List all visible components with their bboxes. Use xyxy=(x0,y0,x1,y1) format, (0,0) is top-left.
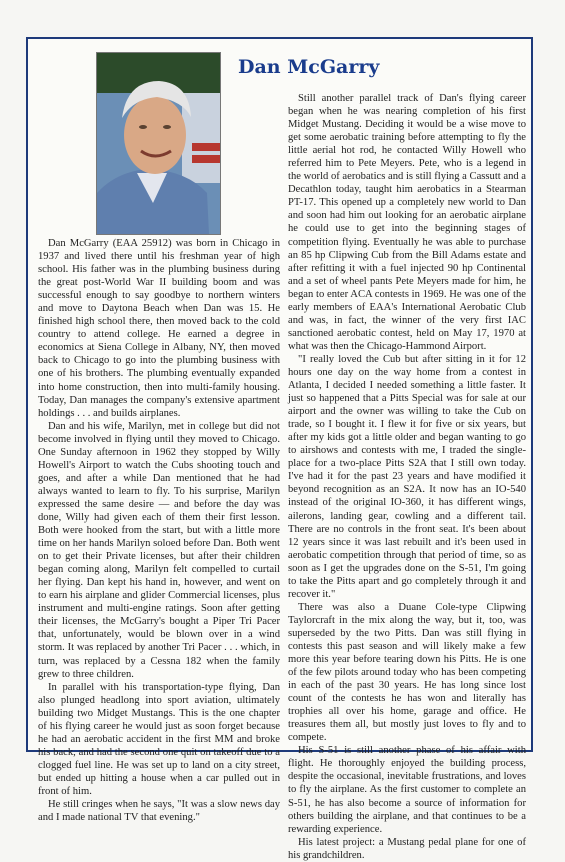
right-column xyxy=(288,92,526,862)
left-paragraph-3: In parallel with his transportation-type flying, Dan also plunged headlong into sport aviation, ultimately building two Midget Mustangs. This is the one chapter of his flying career he would just as soon forget because he had an aerobatic accident in the first MM and broke his back, and had the second one quit on takeoff due to a clogged fuel line. He was set up to land on a city street, but ended up hitting a house when a car pulled out in front of him. xyxy=(38,681,280,797)
right-paragraph-2: "I really loved the Cub but after sitting in it for 12 hours one day on the way home from a contest in Atlanta, I decided I needed something a little faster. It just so happened that a Pitts Special was for sale at our airport and the owner was willing to take the Cub on trade, so I bought it. I flew it for five or six years, but after my kids got a little older and began wanting to go to airshows and contests with me, I traded the single-place for a two-place Pitts S2A that I still own today. I've had it for the past 23 years and have modified it beyond recognition as an S2A. It now has an IO-540 instead of the original IO-360, it has different wings, ailerons, landing gear, cowling and a different tail. There are no controls in the front seat. It's been about 12 years since it was last rebuilt and it's been used in aerobatic competition through that period of time, so as soon as I get the upgrades done on the S-51, I'm going to take the Pitts apart and go completely through it and recover it." xyxy=(288,353,526,600)
left-column xyxy=(38,237,280,824)
article-frame xyxy=(26,37,533,861)
left-paragraph-1: Dan McGarry (EAA 25912) was born in Chicago in 1937 and lived there until his freshman year of high school. His father was in the plumbing business during the great post-World War II building boom and was successful enough to say goodbye to northern winters and move to Daytona Beach when Dan was 15. He finished high school there, then moved back to the cold country to attend college. He earned a degree in economics at Siena College in Albany, NY, then moved back to Chicago to go into the plumbing business with one of his brothers. The plumbing eventually expanded into home construction, then into multi-family housing. Today, Dan manages the company's extensive apartment holdings . . . and builds airplanes. xyxy=(38,238,280,419)
left-paragraph-4: He still cringes when he says, "It was a slow news day and I made national TV that evening." xyxy=(38,799,280,824)
right-paragraph-1: Still another parallel track of Dan's flying career began when he was nearing completion of his first Midget Mustang. Deciding it would be a wise move to get some aerobatic training before attempting to fly the little aerial hot rod, he contacted Willy Howell who referred him to Pete Meyers. Pete, who is a legend in the world of aerobatics and is still flying a Cassutt and a Decathlon today, taught him aerobatics in a Stearman PT-17. This opened up a completely new world to Dan and soon had him out looking for an aerobatic airplane he could use to get into the beginning stages of competition flying. Eventually he was able to purchase an 85 hp Clipwing Cub from the Bill Adams estate and after refitting it with a fuel injected 90 hp Continental and a set of wheel pants Pete Meyers made for him, he began to enter ACA contests in 1969. He was one of the early members of EAA's International Aerobatic Club and was, in fact, the winner of the very first IAC sanctioned aerobatic contest, held on May 17, 1970 at what was then the Chicago-Hammond Airport. xyxy=(288,93,527,352)
article-title: Dan McGarry xyxy=(238,56,380,78)
left-paragraph-2: Dan and his wife, Marilyn, met in college but did not become involved in flying until they moved to Chicago. One Sunday afternoon in 1962 they stopped by Willy Howell's Airport to watch the Cubs shooting touch and goes, and after a while Dan mentioned that he had always wanted to learn to fly. To his surprise, Marilyn expressed the same desire — and before the day was done, Willy had given each of them their first lesson. Both were hooked from the start, but with a little more time on her hands Marilyn soloed before Dan. Both went on to get their Private licenses, but after their children began coming along, Marilyn felt compelled to curtail her flying. Dan kept his hand in, however, and went on to earn his airplane and glider Commercial licenses, plus instrument and multi-engine ratings. Soon after getting their licenses, the McGarry's bought a Piper Tri Pacer that, unfortunately, would be blown over in a wind storm. It was replaced by another Tri Pacer . . . which, in turn, was replaced by a Cessna 182 when the family grew to three children. xyxy=(38,420,280,680)
portrait-photo xyxy=(96,52,221,235)
right-paragraph-5: His latest project: a Mustang pedal plane for one of his grandchildren. xyxy=(288,836,526,861)
portrait-image xyxy=(97,53,220,234)
right-paragraph-4: His S-51 is still another phase of his affair with flight. He thoroughly enjoyed the building process, despite the occasional, inevitable frustrations, and loves to fly the airplane. As the first customer to complete an S-51, he has also become a source of information for others building the airplane, and that continues to be a rewarding experience. xyxy=(288,745,526,835)
right-paragraph-3: There was also a Duane Cole-type Clipwing Taylorcraft in the mix along the way, but it, too, was superseded by the two Pitts. Dan was still flying in contests this past season and will likely make a few more this year before tearing down his Pitts. He is one of the few pilots around today who has been competing in each of the past 30 years. He has long since lost count of the contests he has won and literally has trophies all over his home, garage and office. He treasures them all, but mostly just loves to fly and to compete. xyxy=(288,601,526,744)
